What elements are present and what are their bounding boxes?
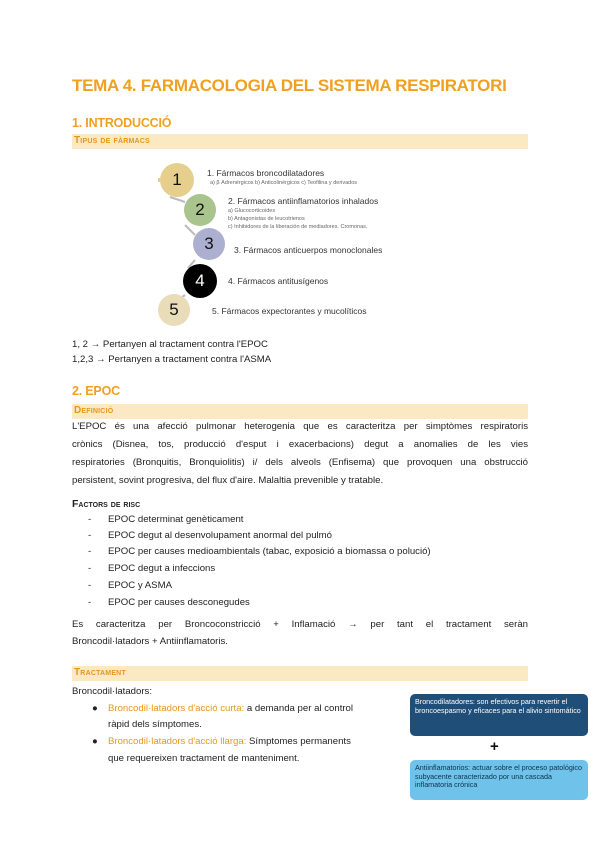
- summary-line-1: Es caracteritza per Broncoconstricció + Inflamació → per tant el tractament seràn: [72, 619, 528, 630]
- diagram-label-2: 2. Fármacos antiinflamatorios inhalados: [228, 196, 379, 206]
- tractament-band: [72, 666, 528, 681]
- definicio-band: [72, 404, 528, 419]
- diagram-sub-1a: a) β Adrenérgicos b) Anticolinérgicos c) Teofilina y derivados: [210, 180, 358, 186]
- diagram-label-4: 4. Fármacos antitusígenos: [228, 276, 329, 286]
- diagram-label-1: 1. Fármacos broncodilatadores: [207, 168, 325, 178]
- bullet-icon: ●: [92, 703, 98, 714]
- section1-subheading-band: [72, 134, 528, 149]
- page-title: TEMA 4. FARMACOLOGIA DEL SISTEMA RESPIRATORI: [72, 76, 507, 95]
- factor-item: - EPOC per causes desconegudes: [88, 597, 250, 608]
- tractament-heading: Tractament: [74, 667, 126, 678]
- tractament-item-long: ● Broncodil·latadors d'acció llarga: Símptomes permanents: [92, 733, 402, 751]
- note-asma: 1,2,3 → Pertanyen a tractament contra l'ASMA: [72, 354, 272, 365]
- factors-heading: Factors de risc: [72, 498, 141, 510]
- diagram-circle-3: 3: [193, 228, 225, 260]
- tractament-item-long-cont: que requereixen tractament de manteniment.: [108, 753, 300, 764]
- diagram-label-5: 5. Fármacos expectorantes y mucolíticos: [212, 306, 367, 316]
- tractament-item-short-cont: ràpid dels símptomes.: [108, 719, 202, 730]
- summary-line-2: Broncodil·latadors + Antiinflamatoris.: [72, 636, 228, 647]
- definicio-line-2: crònics (Disnea, tos, producció d'esput i exacerbacions) degut a anomalies de les vies: [72, 439, 528, 450]
- drug-types-diagram: [150, 160, 450, 330]
- factor-item: - EPOC determinat genèticament: [88, 514, 244, 525]
- plus-sign: +: [490, 738, 499, 755]
- section2-heading: 2. EPOC: [72, 384, 120, 398]
- diagram-circle-1: 1: [160, 163, 194, 197]
- diagram-label-3: 3. Fármacos anticuerpos monoclonales: [234, 245, 383, 255]
- factor-item: - EPOC per causes medioambientals (tabac, exposició a biomassa o polució): [88, 546, 431, 557]
- bullet-icon: ●: [92, 736, 98, 747]
- section1-heading: 1. INTRODUCCIÓ: [72, 116, 172, 130]
- diagram-sub-2a: a) Glucocorticoides: [228, 208, 276, 214]
- section1-subheading: Tipus de fàrmacs: [74, 135, 150, 146]
- tractament-item-short: ● Broncodil·latadors d'acció curta: a demanda per al control: [92, 700, 402, 718]
- diagram-circle-5: 5: [158, 294, 190, 326]
- definicio-heading: Definició: [74, 405, 114, 416]
- diagram-circle-4: 4: [183, 264, 217, 298]
- diagram-sub-2b: b) Antagonistas de leucotrienos: [228, 216, 305, 222]
- diagram-circle-2: 2: [184, 194, 216, 226]
- definicio-line-1: L'EPOC és una afecció pulmonar heterogenia que es caracteritza per simptòmes respiratoris: [72, 421, 528, 432]
- bronchodilator-info-box: Broncodilatadores: son efectivos para revertir el broncoespasmo y eficaces para el alivio sintomático: [410, 694, 588, 736]
- antiinflammatory-info-box: Antiinflamatorios: actuar sobre el proceso patológico subyacente caracterizado por una cascada inflamatoria crónica: [410, 760, 588, 800]
- definicio-line-4: persistent, sovint progresiva, del flux d'aire. Malaltia prevenible y tratable.: [72, 475, 384, 486]
- tractament-intro: Broncodil·latadors:: [72, 686, 152, 697]
- factor-item: - EPOC degut al desenvolupament anormal del pulmó: [88, 530, 332, 541]
- definicio-line-3: respiratories (Bronquitis, Bronquiolitis) i/ dels alveols (Enfisema) que provoquen una obstrucció: [72, 457, 528, 468]
- note-epoc: 1, 2 → Pertanyen al tractament contra l'EPOC: [72, 339, 268, 350]
- factor-item: - EPOC y ASMA: [88, 580, 172, 591]
- factor-item: - EPOC degut a infeccions: [88, 563, 216, 574]
- diagram-sub-2c: c) Inhibidores de la liberación de mediadores. Cromonas.: [228, 224, 368, 230]
